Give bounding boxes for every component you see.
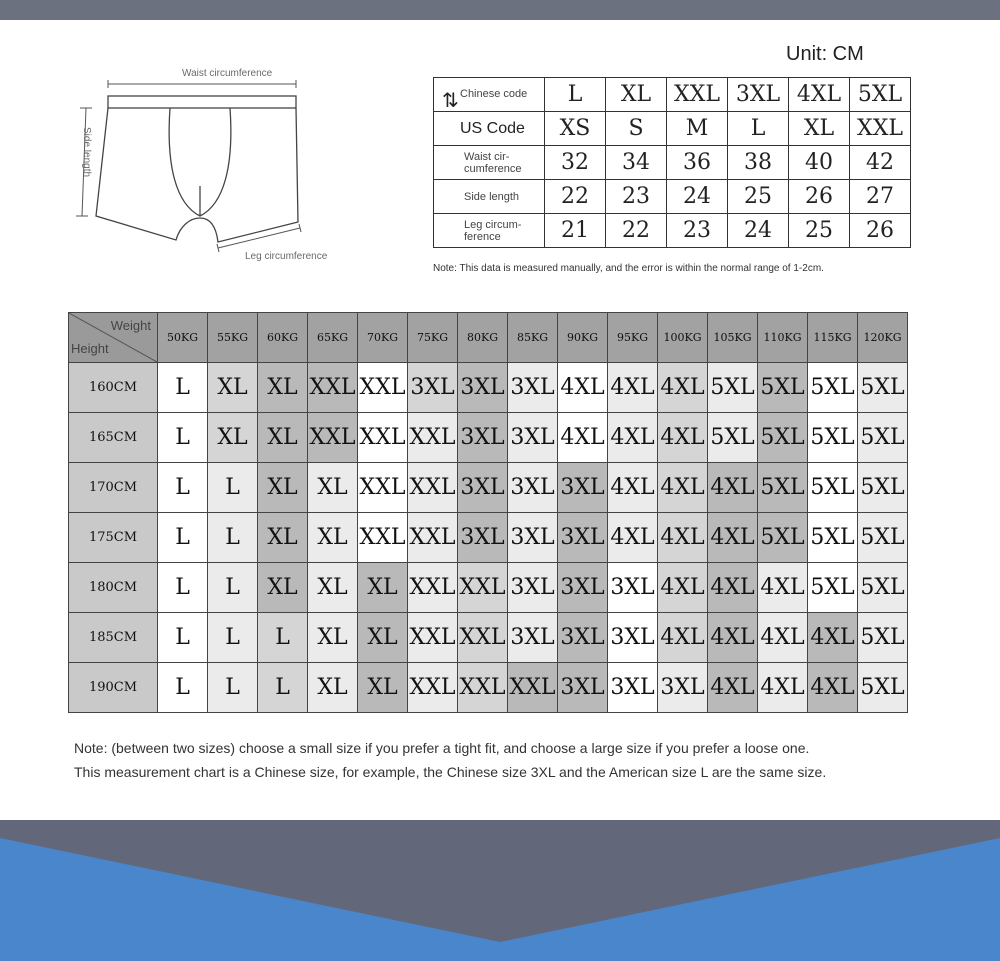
size-cell: L xyxy=(258,613,308,663)
size-cell: 4XL xyxy=(658,363,708,413)
spec-cell: XL xyxy=(606,78,667,112)
size-cell: 5XL xyxy=(858,413,908,463)
size-cell: 3XL xyxy=(458,413,508,463)
row-label-us-code: US Code xyxy=(434,112,545,146)
weight-header: 70KG xyxy=(358,313,408,363)
size-cell: XXL xyxy=(358,463,408,513)
size-cell: L xyxy=(158,563,208,613)
table-row xyxy=(434,112,911,146)
size-cell: 5XL xyxy=(758,513,808,563)
size-cell: XXL xyxy=(458,563,508,613)
table-row xyxy=(434,180,911,214)
unit-label: Unit: CM xyxy=(786,43,864,65)
table-row xyxy=(69,463,908,513)
size-cell: L xyxy=(208,613,258,663)
height-axis-label: Height xyxy=(71,341,109,356)
table-row xyxy=(69,513,908,563)
size-cell: 3XL xyxy=(408,363,458,413)
spec-cell: 25 xyxy=(728,180,789,214)
size-cell: XL xyxy=(258,513,308,563)
size-cell: XXL xyxy=(358,413,408,463)
table-row xyxy=(434,214,911,248)
size-cell: 5XL xyxy=(758,363,808,413)
spec-cell: 42 xyxy=(850,146,911,180)
size-cell: XL xyxy=(358,613,408,663)
size-cell: 5XL xyxy=(858,663,908,713)
notes xyxy=(74,736,826,784)
size-cell: 4XL xyxy=(758,563,808,613)
size-cell: XL xyxy=(308,563,358,613)
size-cell: 3XL xyxy=(508,413,558,463)
size-cell: L xyxy=(158,613,208,663)
size-cell: XL xyxy=(258,363,308,413)
size-cell: XL xyxy=(358,663,408,713)
size-cell: XXL xyxy=(408,563,458,613)
weight-header: 85KG xyxy=(508,313,558,363)
size-cell: 4XL xyxy=(658,513,708,563)
height-header: 160CM xyxy=(69,363,158,413)
header-row xyxy=(69,313,908,363)
size-cell: 4XL xyxy=(658,413,708,463)
weight-header: 120KG xyxy=(858,313,908,363)
spec-cell: XL xyxy=(789,112,850,146)
leg-circumference-label: Leg circumference xyxy=(245,251,328,262)
size-cell: 3XL xyxy=(608,663,658,713)
table-row xyxy=(69,663,908,713)
weight-header: 65KG xyxy=(308,313,358,363)
size-cell: 4XL xyxy=(708,563,758,613)
top-band xyxy=(0,0,1000,20)
size-cell: 4XL xyxy=(608,363,658,413)
size-cell: XXL xyxy=(358,513,408,563)
size-cell: 3XL xyxy=(558,513,608,563)
spec-cell: 22 xyxy=(545,180,606,214)
size-cell: 3XL xyxy=(558,663,608,713)
height-header: 165CM xyxy=(69,413,158,463)
size-cell: 4XL xyxy=(808,613,858,663)
size-cell: XXL xyxy=(408,513,458,563)
size-cell: 3XL xyxy=(508,463,558,513)
spec-cell: 4XL xyxy=(789,78,850,112)
row-label-side-length: Side length xyxy=(434,180,545,214)
spec-cell: 38 xyxy=(728,146,789,180)
spec-cell: M xyxy=(667,112,728,146)
table-row xyxy=(69,363,908,413)
row-label-waist: Waist cir- cumference xyxy=(434,146,545,180)
size-cell: L xyxy=(208,563,258,613)
size-cell: 3XL xyxy=(608,563,658,613)
size-cell: 5XL xyxy=(808,463,858,513)
table-row xyxy=(434,146,911,180)
spec-cell: 24 xyxy=(667,180,728,214)
size-cell: 5XL xyxy=(808,363,858,413)
size-cell: 5XL xyxy=(858,563,908,613)
spec-cell: 36 xyxy=(667,146,728,180)
size-cell: 3XL xyxy=(458,463,508,513)
size-cell: 4XL xyxy=(808,663,858,713)
size-note: This measurement chart is a Chinese size, for example, the Chinese size 3XL and the American size L are the same size. xyxy=(74,764,827,780)
size-cell: 5XL xyxy=(808,413,858,463)
size-cell: XL xyxy=(308,613,358,663)
size-cell: XXL xyxy=(308,413,358,463)
spec-cell: 27 xyxy=(850,180,911,214)
weight-header: 60KG xyxy=(258,313,308,363)
size-cell: 4XL xyxy=(708,613,758,663)
table-row xyxy=(69,613,908,663)
size-cell: 5XL xyxy=(858,513,908,563)
size-cell: XL xyxy=(258,563,308,613)
size-cell: XXL xyxy=(408,613,458,663)
weight-header: 80KG xyxy=(458,313,508,363)
table-row xyxy=(69,563,908,613)
row-label-leg: Leg circum- ference xyxy=(434,214,545,248)
size-cell: L xyxy=(158,363,208,413)
size-cell: XXL xyxy=(408,413,458,463)
measure-note: Note: This data is measured manually, and the error is within the normal range of 1-2cm. xyxy=(433,263,824,274)
spec-cell: 21 xyxy=(545,214,606,248)
weight-header: 115KG xyxy=(808,313,858,363)
size-cell: XL xyxy=(208,363,258,413)
spec-cell: 23 xyxy=(667,214,728,248)
spec-cell: L xyxy=(728,112,789,146)
weight-header: 110KG xyxy=(758,313,808,363)
size-cell: L xyxy=(158,663,208,713)
size-cell: 5XL xyxy=(708,413,758,463)
size-cell: 3XL xyxy=(458,513,508,563)
size-chart-table xyxy=(68,312,908,713)
size-cell: 3XL xyxy=(558,613,608,663)
spec-cell: 34 xyxy=(606,146,667,180)
table-row xyxy=(434,78,911,112)
spec-cell: XS xyxy=(545,112,606,146)
height-header: 190CM xyxy=(69,663,158,713)
size-cell: 4XL xyxy=(708,513,758,563)
spec-cell: 3XL xyxy=(728,78,789,112)
size-cell: 3XL xyxy=(508,563,558,613)
weight-header: 90KG xyxy=(558,313,608,363)
weight-header: 95KG xyxy=(608,313,658,363)
size-cell: XL xyxy=(208,413,258,463)
spec-cell: XXL xyxy=(850,112,911,146)
measurement-table xyxy=(433,77,911,248)
spec-cell: S xyxy=(606,112,667,146)
height-header: 180CM xyxy=(69,563,158,613)
size-cell: 4XL xyxy=(758,613,808,663)
size-cell: XL xyxy=(258,463,308,513)
bottom-banner xyxy=(0,820,1000,961)
fit-note: Note: (between two sizes) choose a small size if you prefer a tight fit, and choose a large size if you prefer a loose one. xyxy=(74,740,810,756)
size-cell: 3XL xyxy=(508,363,558,413)
corner-header xyxy=(69,313,158,363)
size-cell: 3XL xyxy=(508,513,558,563)
size-cell: XXL xyxy=(408,663,458,713)
size-cell: L xyxy=(208,463,258,513)
size-cell: L xyxy=(158,413,208,463)
size-cell: XL xyxy=(258,413,308,463)
size-cell: 5XL xyxy=(708,363,758,413)
height-header: 175CM xyxy=(69,513,158,563)
spec-cell: 32 xyxy=(545,146,606,180)
spec-cell: 26 xyxy=(789,180,850,214)
size-cell: L xyxy=(158,463,208,513)
size-cell: XL xyxy=(358,563,408,613)
size-cell: XXL xyxy=(358,363,408,413)
size-cell: 4XL xyxy=(658,563,708,613)
size-cell: 4XL xyxy=(758,663,808,713)
swap-arrows-icon: ⇅ xyxy=(442,90,459,112)
weight-header: 50KG xyxy=(158,313,208,363)
size-cell: L xyxy=(208,513,258,563)
boxer-diagram xyxy=(66,66,326,266)
spec-cell: 24 xyxy=(728,214,789,248)
size-cell: 3XL xyxy=(558,563,608,613)
size-cell: 3XL xyxy=(458,363,508,413)
weight-header: 105KG xyxy=(708,313,758,363)
weight-header: 55KG xyxy=(208,313,258,363)
size-cell: 4XL xyxy=(708,663,758,713)
row-label-chinese-code: ⇅ Chinese code xyxy=(434,78,545,112)
size-cell: XXL xyxy=(458,663,508,713)
weight-header: 100KG xyxy=(658,313,708,363)
spec-cell: 25 xyxy=(789,214,850,248)
height-header: 185CM xyxy=(69,613,158,663)
size-cell: XL xyxy=(308,513,358,563)
size-cell: 3XL xyxy=(558,463,608,513)
size-cell: 4XL xyxy=(608,413,658,463)
size-cell: XL xyxy=(308,463,358,513)
size-cell: 5XL xyxy=(858,613,908,663)
size-cell: 4XL xyxy=(558,413,608,463)
spec-cell: 26 xyxy=(850,214,911,248)
size-cell: 5XL xyxy=(758,413,808,463)
spec-cell: 23 xyxy=(606,180,667,214)
size-cell: L xyxy=(208,663,258,713)
size-cell: 4XL xyxy=(658,463,708,513)
size-cell: XXL xyxy=(508,663,558,713)
table-row xyxy=(69,413,908,463)
size-cell: L xyxy=(158,513,208,563)
weight-axis-label: Weight xyxy=(110,318,151,333)
spec-cell: 40 xyxy=(789,146,850,180)
size-cell: 5XL xyxy=(808,513,858,563)
size-cell: 5XL xyxy=(758,463,808,513)
size-cell: 4XL xyxy=(608,463,658,513)
size-cell: 4XL xyxy=(708,463,758,513)
size-cell: 3XL xyxy=(508,613,558,663)
size-cell: XXL xyxy=(308,363,358,413)
spec-cell: XXL xyxy=(667,78,728,112)
size-cell: 5XL xyxy=(858,463,908,513)
size-cell: 3XL xyxy=(658,663,708,713)
size-cell: XXL xyxy=(408,463,458,513)
size-cell: 4XL xyxy=(658,613,708,663)
weight-header: 75KG xyxy=(408,313,458,363)
waist-circumference-label: Waist circumference xyxy=(182,68,273,79)
spec-cell: 5XL xyxy=(850,78,911,112)
side-length-label: Side length xyxy=(81,127,92,178)
spec-cell: 22 xyxy=(606,214,667,248)
height-header: 170CM xyxy=(69,463,158,513)
size-cell: 5XL xyxy=(808,563,858,613)
spec-cell: L xyxy=(545,78,606,112)
size-cell: L xyxy=(258,663,308,713)
size-cell: 4XL xyxy=(608,513,658,563)
size-cell: 5XL xyxy=(858,363,908,413)
size-cell: XL xyxy=(308,663,358,713)
size-cell: XXL xyxy=(458,613,508,663)
size-cell: 3XL xyxy=(608,613,658,663)
size-cell: 4XL xyxy=(558,363,608,413)
